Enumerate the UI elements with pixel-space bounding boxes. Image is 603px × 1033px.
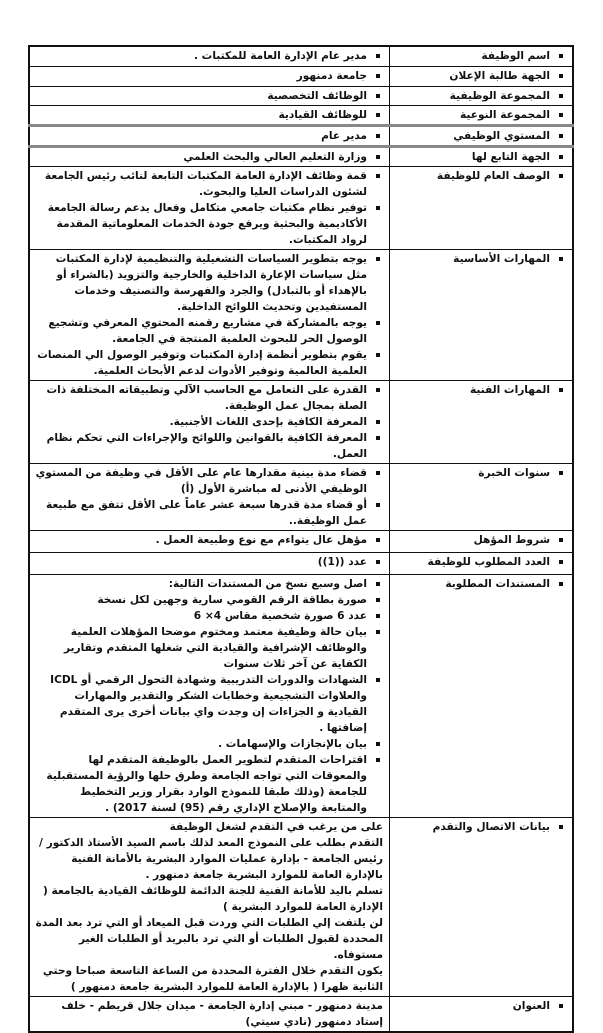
label-list (394, 576, 566, 592)
value-item: بيان حالة وظيفية معتمد ومختوم موضحا المؤهلات العلمية والوظائف الإشرافية والقيادية التي شغلها المتقدم وتقارير الكفاية عن آخر ثلاث سنوات (34, 624, 367, 672)
value-list (34, 68, 383, 84)
table-row (29, 166, 573, 249)
value-list (34, 128, 383, 144)
value-list (34, 382, 383, 462)
value-item: صورة بطاقة الرقم القومي سارية وجهين لكل نسخة (34, 592, 367, 608)
field-label: الوصف العام للوظيفة (394, 168, 550, 184)
table-row (29, 530, 573, 552)
field-value-cell (29, 125, 390, 146)
label-list (394, 68, 566, 84)
value-item: مدير عام الإدارة العامة للمكتبات . (34, 48, 367, 64)
field-label-cell (390, 574, 574, 817)
field-label: المستندات المطلوبة (394, 576, 550, 592)
value-list (34, 48, 383, 64)
field-label: المجموعة النوعية (394, 107, 550, 123)
value-item: قضاء مدة بينية مقدارها عام على الأقل في وظيفة من المستوي الوظيفي الأدنى له مباشرة الأول (أ) (35, 466, 367, 495)
field-label: الجهة التابع لها (394, 149, 550, 165)
value-paragraph: مدينة دمنهور - مبني إدارة الجامعة - ميدان جلال قريطم - خلف إستاد دمنهور (نادي سيتي) (61, 999, 383, 1028)
value-item: بيان بالإنجازات والإسهامات . (34, 736, 367, 752)
field-label-cell (390, 530, 574, 552)
field-value-cell (29, 996, 390, 1032)
table-row (29, 996, 573, 1032)
value-list (34, 251, 383, 379)
value-item: عدد 6 صورة شخصية مقاس 4× 6 (34, 608, 367, 624)
table-row (29, 86, 573, 105)
field-label-cell (390, 146, 574, 166)
value-item: عدد ((1)) (34, 554, 367, 570)
table-row (29, 46, 573, 66)
value-item: الشهادات والدورات التدريبية وشهادة التحول الرقمي أو ICDL والعلاوات التشجيعية وخطابات الشكر والتقدير والمهارات القيادية و الجزاءات إن وجدت واي بيانات أخرى يرى المتقدم إضافتها . (34, 672, 367, 736)
value-item: يوجه بالمشاركة في مشاريع رقمنه المحتوي المعرفي وتشجيع الوصول الحر للبحوث العلمية المنتجة في الجامعة. (34, 315, 367, 347)
field-value-cell (29, 166, 390, 249)
field-value-cell (29, 105, 390, 125)
field-label-cell (390, 105, 574, 125)
value-list (34, 149, 383, 165)
table-row (29, 552, 573, 574)
field-label: المستوي الوظيفي (394, 128, 550, 144)
field-value-cell (29, 552, 390, 574)
value-paragraph: التقدم بطلب على النموذج المعد لذلك باسم السيد الأستاذ الدكتور / رئيس الجامعة - بإدارة عمليات الموارد البشرية بالأمانة الفنية بالإدارة العامة للموارد البشرية جامعة دمنهور . (39, 836, 383, 881)
field-label: سنوات الخبرة (394, 465, 550, 481)
table-row (29, 574, 573, 817)
value-paragraph: يكون التقدم خلال الفترة المحددة من الساعة التاسعة صباحا وحتي الثانية ظهرا ( بالإدارة العامة للموارد البشرية جامعة دمنهور ) (42, 964, 383, 993)
label-list (394, 107, 566, 123)
table-row (29, 817, 573, 996)
label-list (394, 251, 566, 267)
field-value-cell (29, 380, 390, 463)
value-item: للوظائف القيادية (34, 107, 367, 123)
table-row (29, 249, 573, 380)
field-value-cell (29, 463, 390, 530)
table-row (29, 66, 573, 86)
field-label-cell (390, 249, 574, 380)
label-list (394, 48, 566, 64)
value-list (34, 532, 383, 548)
value-list (34, 554, 383, 570)
field-value-cell (29, 86, 390, 105)
label-list (394, 998, 566, 1014)
field-label: اسم الوظيفة (394, 48, 550, 64)
table-row (29, 463, 573, 530)
table-row (29, 105, 573, 125)
label-list (394, 554, 566, 570)
field-value-cell (29, 574, 390, 817)
label-list (394, 465, 566, 481)
value-item: اصل وسبع نسخ من المستندات التالية: (34, 576, 367, 592)
field-label-cell (390, 996, 574, 1032)
value-list (34, 576, 383, 816)
field-label-cell (390, 46, 574, 66)
value-list (34, 168, 383, 248)
value-item: قمة وظائف الإدارة العامة المكتبات التابعة لنائب رئيس الجامعة لشئون الدراسات العليا والبحوث. (34, 168, 367, 200)
field-label-cell (390, 166, 574, 249)
value-list (34, 465, 383, 529)
value-item: توفير نظام مكتبات جامعي متكامل وفعال يدعم رسالة الجامعة الأكاديمية والبحثية ويرفع جودة الخدمات المعلوماتية المقدمة لرواد المكتبات. (34, 200, 367, 248)
value-item: مؤهل عال يتواءم مع نوع وطبيعة العمل . (34, 532, 367, 548)
field-label-cell (390, 380, 574, 463)
value-item: جامعة دمنهور (34, 68, 367, 84)
field-label-cell (390, 817, 574, 996)
field-value-cell (29, 66, 390, 86)
table-row (29, 380, 573, 463)
label-list (394, 149, 566, 165)
field-label: العنوان (394, 998, 550, 1014)
value-item: مدير عام (34, 128, 367, 144)
label-list (394, 382, 566, 398)
value-item: وزارة التعليم العالي والبحث العلمي (34, 149, 367, 165)
table-row (29, 146, 573, 166)
value-item: أو قضاء مدة قدرها سبعة عشر عاماً على الأقل تتفق مع طبيعة عمل الوظيفة.. (34, 497, 367, 529)
value-item: يقوم بتطوير أنظمة إدارة المكتبات وتوفير الوصول الي المنصات العلمية العالمية وتوفير الأدوات لدعم الأبحاث العلمية. (34, 347, 367, 379)
job-announcement-table (28, 45, 574, 1033)
field-label: المهارات الفنية (394, 382, 550, 398)
field-value-cell (29, 817, 390, 996)
field-label: المهارات الأساسية (394, 251, 550, 267)
field-value-cell (29, 146, 390, 166)
table-row (29, 125, 573, 146)
field-label-cell (390, 86, 574, 105)
value-item: المعرفة الكافية بالقوانين واللوائح والإجراءات التي تحكم نظام العمل. (34, 430, 367, 462)
label-list (394, 532, 566, 548)
field-label-cell (390, 125, 574, 146)
value-paragraph: لن يلتفت إلي الطلبات التي وردت قبل الميعاد أو التي ترد بعد المدة المحددة لقبول الطلبات أو التي ترد بالبريد أو الطلبات الغير مستوفاه. (35, 916, 383, 961)
value-item: القدرة على التعامل مع الحاسب الآلي وتطبيقاته المختلفة ذات الصلة بمجال عمل الوظيفة. (34, 382, 367, 414)
field-label: العدد المطلوب للوظيفة (394, 554, 550, 570)
value-item: المعرفة الكافية بإحدى اللغات الأجنبية. (34, 414, 367, 430)
field-value-cell (29, 46, 390, 66)
field-label-cell (390, 66, 574, 86)
value-paragraph: على من يرغب في التقدم لشغل الوظيفة (169, 820, 383, 833)
field-label: بيانات الاتصال والتقدم (394, 819, 550, 835)
label-list (394, 128, 566, 144)
value-list (34, 88, 383, 104)
label-list (394, 88, 566, 104)
value-item: اقتراحات المتقدم لتطوير العمل بالوظيفة المتقدم لها والمعوقات التي تواجه الجامعة وطرق حلها والرؤية المستقبلية للجامعة (وذلك طبقا للنموذج الوارد بقرار وزير التخطيط والمتابعة والإصلاح الإداري رقم (95) لسنة 2017) . (34, 752, 367, 816)
label-list (394, 168, 566, 184)
field-value-cell (29, 530, 390, 552)
field-label-cell (390, 552, 574, 574)
field-value-cell (29, 249, 390, 380)
value-list (34, 107, 383, 123)
field-label-cell (390, 463, 574, 530)
label-list (394, 819, 566, 835)
value-paragraph: تسلم باليد للأمانة الفنية للجنة الدائمة للوظائف القيادية بالجامعة ( الإدارة العامة للموارد البشرية ) (43, 884, 383, 913)
field-label: المجموعة الوظيفية (394, 88, 550, 104)
field-label: الجهة طالبة الإعلان (394, 68, 550, 84)
value-item: الوظائف التخصصية (34, 88, 367, 104)
field-label: شروط المؤهل (394, 532, 550, 548)
value-item: يوجه بتطوير السياسات التشغيلية والتنظيمية لإدارة المكتبات مثل سياسات الإعارة الداخلية والخارجية والتزويد (بالشراء أو بالإهداء أو بالتبادل) والجرد والفهرسة والتصنيف وخدمات المستفيدين وتحديث اللوائح الداخلية. (34, 251, 367, 315)
